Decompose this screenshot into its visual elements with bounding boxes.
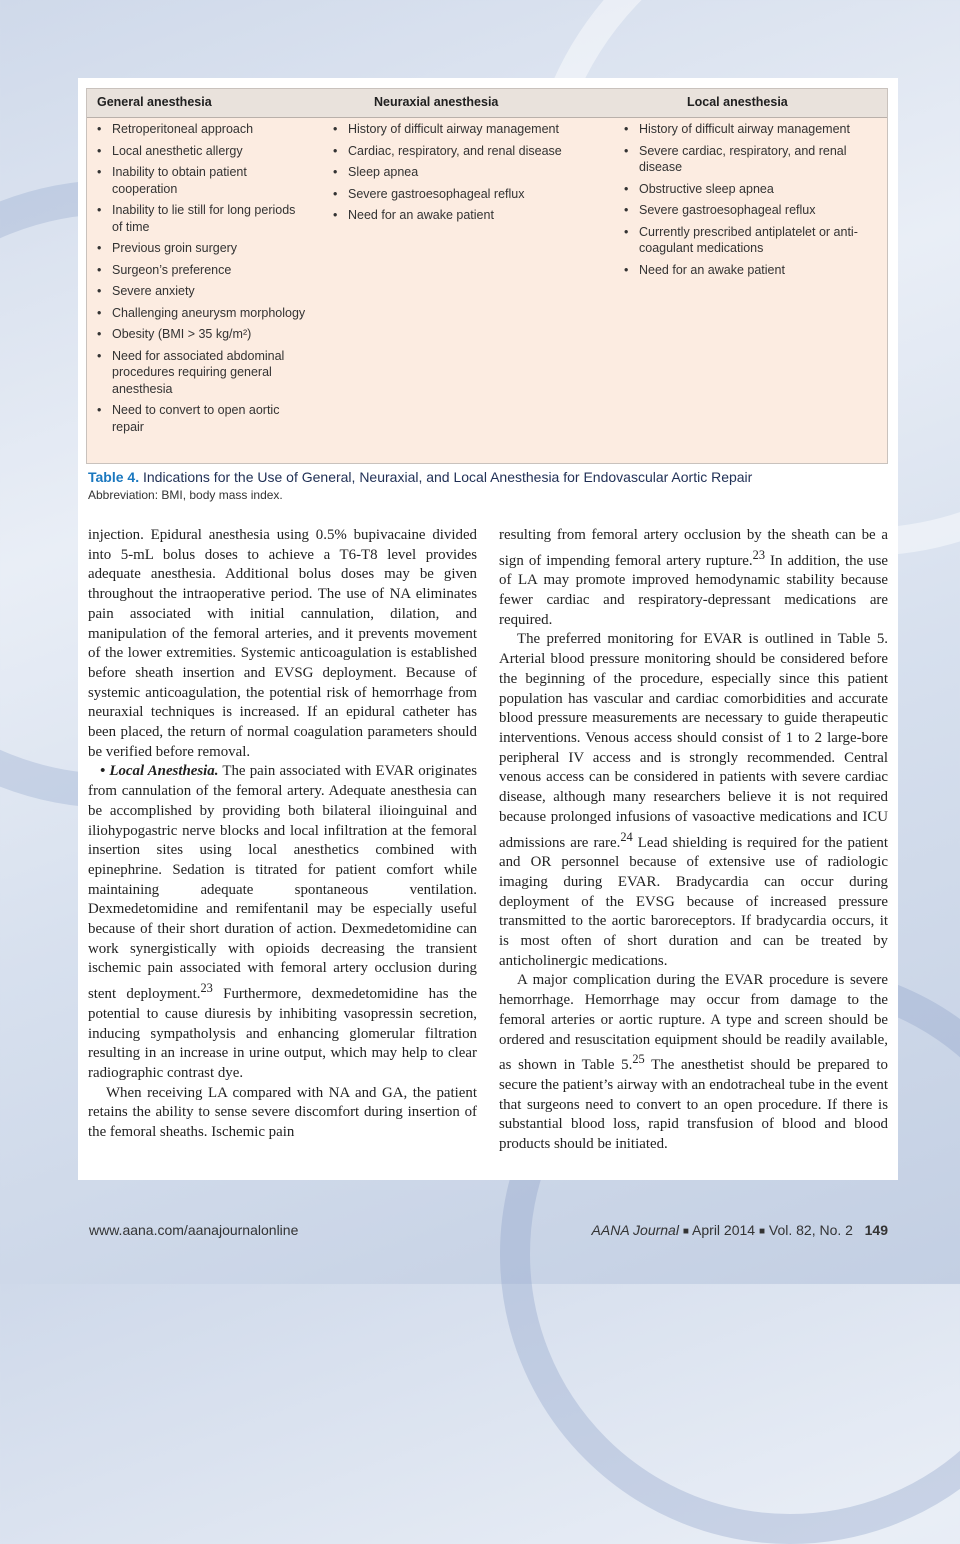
paragraph: The preferred monitoring for EVAR is outlined in Table 5. Arterial blood pressure monitoring should be considered before the beginning of the procedure, especially since this patient population has vascular and cardiac comorbidities and accurate blood pressure measurements are necessary to guide therapeutic interventions. Venous access should consist of 1 to 2 large-bore peripheral IV access and is strongly recommended. Central venous access can be considered in patients with severe cardiac disease, although many researchers believe it is not required because prolonged infusions of vasoactive medications and ICU admissions are rare.$^{24}$ Lead shielding is required for the patient and OR personnel because of extensive use of radiologic imaging during EVAR. Bradycardia can occur during deployment of the EVSG because of increased pressure transmitted to the aortic baroreceptors. If bradycardia occurs, it is most often of short duration and can be treated by anticholinergic medications. xyxy=(499,631,888,969)
issue-date: April 2014 xyxy=(692,1222,756,1238)
left-text-column xyxy=(88,526,477,1143)
table-list-item: • Currently prescribed antiplatelet or anti-coagulant medications xyxy=(624,224,874,257)
table-list-item: • Local anesthetic allergy xyxy=(97,143,307,160)
table-list-item: • Inability to obtain patient cooperation xyxy=(97,164,307,197)
paragraph: injection. Epidural anesthesia using 0.5% bupivacaine divided into 5-mL bolus doses to achieve a T6-T8 level provides adequate anesthesia. Additional bolus doses may be given throughout the intraoperative period. The use of NA eliminates pain associated with initial cannulation, dilation, and manipulation of the femoral arteries, and it prevents movement of the lower extremities. Systemic anticoagulation is established before sheath insertion and EVSG deployment. Because of systemic anticoagulation, the potential risk of hemorrhage from neuraxial techniques is increased. If an epidural catheter has been placed, the return of normal coagulation parameters should be verified before removal. xyxy=(88,527,477,760)
table-list-item: • Challenging aneurysm morphology xyxy=(97,305,307,322)
separator-icon: ■ xyxy=(682,1226,689,1237)
table-list-item: • Previous groin surgery xyxy=(97,240,307,257)
indications-table xyxy=(86,88,888,464)
page-number: 149 xyxy=(864,1222,888,1238)
table-list-item: • Cardiac, respiratory, and renal disease xyxy=(333,143,595,160)
paragraph: resulting from femoral artery occlusion by the sheath can be a sign of impending femoral artery rupture.$^{23}$ In addition, the use of LA may promote improved hemodynamic stability because fewer cardiac and respiratory-depressant medications are required. xyxy=(499,527,888,628)
table-list-item: • Severe anxiety xyxy=(97,283,307,300)
general-list xyxy=(97,121,307,440)
paragraph: • Local Anesthesia. The pain associated with EVAR originates from cannulation of the femoral artery. Adequate anesthesia can be accomplished by providing both bilateral ilioinguinal and iliohypogastric nerve blocks and local infiltration at the femoral insertion sites using local anesthetics combined with epinephrine. Sedation is titrated for patient comfort while maintaining adequate spontaneous ventilation. Dexmedetomidine and remifentanil may be especially useful because of their short duration of action. Dexmedetomidine can work synergistically with opioids decreasing the transient ischemic pain associated with femoral artery occlusion during stent deployment.$^{23}$ Furthermore, dexmedetomidine has the potential to cause diuresis by inhibiting vasopressin secretion, inducing sympatholysis and enhancing glomerular filtration resulting in an increase in urine output, which may help to clear radiographic contrast dye. xyxy=(88,763,477,1081)
table-list-item: • Severe gastroesophageal reflux xyxy=(624,202,874,219)
table-list-item: • Sleep apnea xyxy=(333,164,595,181)
volume-number: Vol. 82, No. 2 xyxy=(768,1222,853,1238)
caption-label: Table 4. xyxy=(88,469,140,485)
table-list-item: • Need to convert to open aortic repair xyxy=(97,402,307,435)
reference-marker: 25 xyxy=(632,1052,645,1067)
neuraxial-list xyxy=(333,121,595,229)
reference-marker: 24 xyxy=(620,829,633,844)
table-header-row xyxy=(87,89,887,118)
table-list-item: • Surgeon’s preference xyxy=(97,262,307,279)
caption-text: Indications for the Use of General, Neuraxial, and Local Anesthesia for Endovascular Aortic Repair xyxy=(142,469,753,485)
right-text-column xyxy=(499,526,888,1155)
reference-marker: 23 xyxy=(752,547,766,562)
header-general: General anesthesia xyxy=(97,95,212,109)
table-caption xyxy=(88,469,878,485)
subheading: • Local Anesthesia. xyxy=(100,763,219,780)
header-local: Local anesthesia xyxy=(687,95,788,109)
footer-url: www.aana.com/aanajournalonline xyxy=(89,1222,299,1238)
reference-marker: 23 xyxy=(200,981,213,996)
paragraph: A major complication during the EVAR procedure is severe hemorrhage. Hemorrhage may occur from damage to the femoral arteries or aortic rupture. A type and screen should be ordered and resuscitation equipment should be readily available, as shown in Table 5.25 The anesthetist should be prepared to secure the patient’s airway with an endotracheal tube in the event that surgeons need to convert to an open procedure. If there is substantial blood loss, rapid transfusion of blood and blood products should be initiated. xyxy=(499,972,888,1152)
table-list-item: • Need for an awake patient xyxy=(624,262,874,279)
table-list-item: • Severe gastroesophageal reflux xyxy=(333,186,595,203)
paragraph: When receiving LA compared with NA and GA, the patient retains the ability to sense severe discomfort during insertion of the femoral sheaths. Ischemic pain xyxy=(88,1084,477,1141)
table-list-item: • Retroperitoneal approach xyxy=(97,121,307,138)
journal-page xyxy=(78,78,898,1180)
local-list xyxy=(624,121,874,283)
table-list-item: • History of difficult airway management xyxy=(624,121,874,138)
table-list-item: • Obesity (BMI > 35 kg/m²) xyxy=(97,326,307,343)
header-neuraxial: Neuraxial anesthesia xyxy=(374,95,499,109)
table-list-item: • Obstructive sleep apnea xyxy=(624,181,874,198)
table-list-item: • Need for associated abdominal procedures requiring general anesthesia xyxy=(97,348,307,398)
journal-name: AANA Journal xyxy=(591,1222,679,1238)
table-abbreviation: Abbreviation: BMI, body mass index. xyxy=(88,488,283,502)
table-list-item: • History of difficult airway management xyxy=(333,121,595,138)
table-list-item: • Need for an awake patient xyxy=(333,207,595,224)
footer-citation xyxy=(592,1222,888,1238)
separator-icon: ■ xyxy=(758,1226,766,1237)
table-list-item: • Inability to lie still for long periods of time xyxy=(97,202,307,235)
table-list-item: • Severe cardiac, respiratory, and renal disease xyxy=(624,143,874,176)
